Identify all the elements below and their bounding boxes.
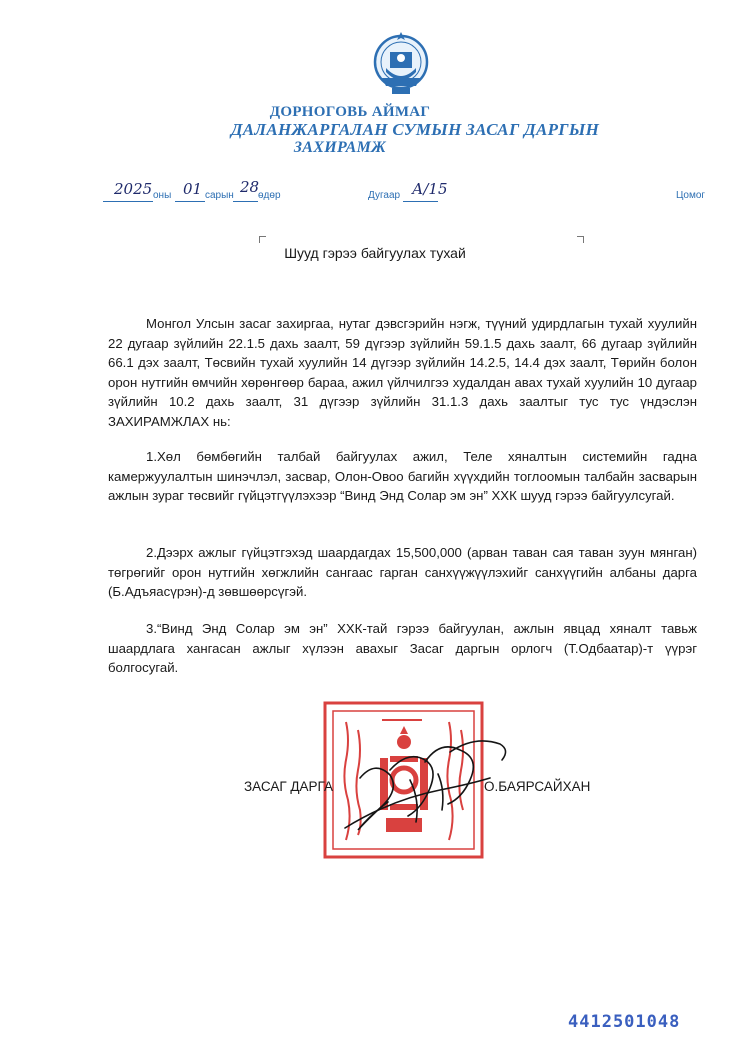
- title-corner-right: [577, 236, 584, 243]
- title-corner-left: [259, 236, 266, 243]
- office-name: ДАЛАНЖАРГАЛАН СУМЫН ЗАСАГ ДАРГЫН: [230, 120, 600, 139]
- document-type: ЗАХИРАМЖ: [293, 139, 387, 156]
- date-day: 28: [240, 178, 260, 196]
- place-label: Цомог: [676, 190, 706, 201]
- preamble-paragraph: Монгол Улсын засаг захиргаа, нутаг дэвсгэрийн нэгж, түүний удирдлагын тухай хуулийн 22 дугаар зүйлийн 22.1.5 дахь заалт, 59 дүгээр зүйлийн 59.1.5 дахь заалт, 66 дугаар зүйлийн 66.1 дэх заалт, Төсвийн тухай хуулийн 14 дүгээр зүйлийн 14.2.5, 14.4 дэх заалт, Төрийн болон орон нутгийн өмчийн хөрөнгөөр бараа, ажил үйлчилгээ худалдан авах тухай хуулийн 10 дугаар зүйлийн 10.2 дахь заалт, 31 дүгээр зүйлийн 31.1.3 дахь заалтыг тус тус үндэслэн ЗАХИРАМЖЛАХ нь:: [108, 316, 697, 429]
- signatory-name: О.БАЯРСАЙХАН: [484, 779, 591, 794]
- date-month-suffix: сарын: [205, 190, 234, 201]
- date-month: 01: [183, 180, 203, 198]
- order-item-2: 2.Дээрх ажлыг гүйцэтгэхэд шаардагдах 15,500,000 (арван таван сая таван зуун мянган) төгрөгийг орон нутгийн хөгжлийн сангаас гарган санхүүжүүлэхийг санхүүгийн албаны дарга (Б.Адъяасүрэн)-д зөвшөөрсүгэй.: [108, 545, 697, 599]
- document-number: А/15: [412, 180, 448, 198]
- registry-number: 4412501048: [568, 1012, 681, 1032]
- signatory-position: ЗАСАГ ДАРГА: [244, 779, 333, 794]
- date-day-suffix: өдөр: [258, 190, 281, 201]
- order-item-3: 3.“Винд Энд Солар эм эн” ХХК-тай гэрээ байгуулан, ажлын явцад хяналт тавьж шаардлага хангасан ажлыг хүлээн авахыг Засаг даргын орлогч (Т.Одбаатар)-т үүрэг болгосугай.: [108, 621, 697, 675]
- state-emblem-icon: [372, 28, 430, 100]
- aimag-name: ДОРНОГОВЬ АЙМАГ: [269, 104, 431, 120]
- document-title: Шууд гэрээ байгуулах тухай: [284, 245, 466, 261]
- date-year: 2025: [114, 180, 153, 198]
- order-item-1: 1.Хөл бөмбөгийн талбай байгуулах ажил, Теле хяналтын системийн гадна камержуулалтын шинэчлэл, засвар, Олон-Овоо багийн хүүхдийн тоглоомын талбайн засварын ажлын зураг төсвийг гүйцэтгүүлэхээр “Винд Энд Солар эм эн” ХХК шууд гэрээ байгуулсугай.: [108, 449, 697, 503]
- date-year-suffix: оны: [153, 190, 172, 201]
- number-label: Дугаар: [368, 190, 401, 201]
